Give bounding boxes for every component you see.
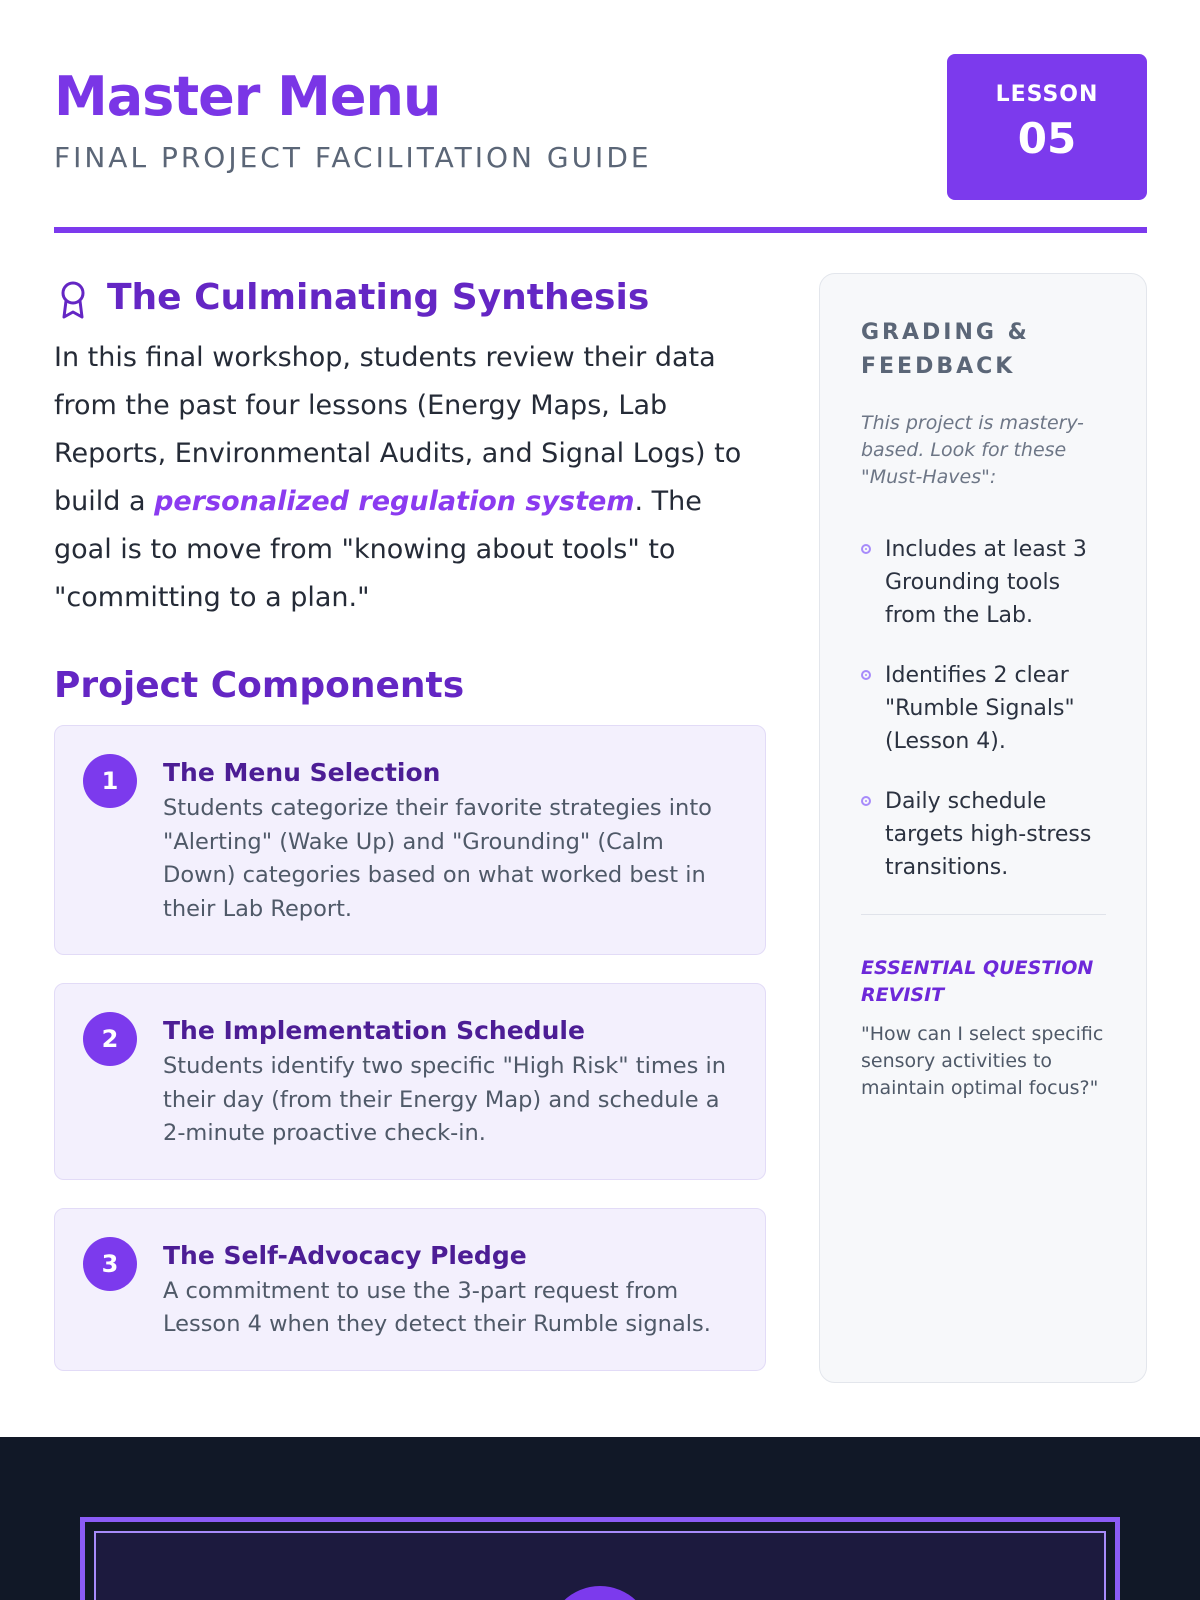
must-have-list [861, 533, 1106, 884]
component-title: The Self-Advocacy Pledge [163, 1240, 527, 1270]
component-description: Students categorize their favorite strategies into "Alerting" (Wake Up) and "Grounding" (Calm Down) categories based on what worked best in their Lab Report. [163, 795, 712, 922]
intro-text-end: . The goal is to move from "knowing about tools" to "committing to a plan." [54, 486, 702, 613]
intro-text-start: In this final workshop, students review their data from the past four lessons (Energy Maps, Lab Reports, Environmental Audits, and Signal Logs) to build a [54, 342, 742, 517]
component-title: The Menu Selection [163, 758, 441, 788]
bullet-icon [861, 796, 871, 806]
main-content [54, 270, 766, 1399]
header-divider [54, 227, 1147, 233]
essential-question-text: "How can I select specific sensory activities to maintain optimal focus?" [861, 1023, 1104, 1099]
bullet-icon [861, 670, 871, 680]
component-card [54, 725, 766, 955]
sidebar-title: GRADING & FEEDBACK [861, 320, 1030, 379]
lesson-badge [947, 54, 1147, 200]
step-number: 1 [83, 754, 137, 808]
sidebar-note: This project is mastery-based. Look for these "Must-Haves": [861, 412, 1084, 488]
lesson-number: 05 [1017, 114, 1077, 163]
step-number: 3 [83, 1237, 137, 1291]
component-card [54, 983, 766, 1180]
must-have-item [861, 533, 1106, 632]
must-have-text: Identifies 2 clear "Rumble Signals" (Lesson 4). [885, 663, 1075, 754]
must-have-item [861, 659, 1106, 758]
step-number: 2 [83, 1012, 137, 1066]
lesson-label: LESSON [995, 82, 1099, 107]
sidebar-divider [861, 914, 1106, 915]
components-title: Project Components [54, 665, 465, 706]
bullet-icon [861, 544, 871, 554]
synthesis-heading [54, 270, 766, 328]
component-description: Students identify two specific "High Risk" times in their day (from their Energy Map) and schedule a 2-minute proactive check-in. [163, 1053, 727, 1147]
essential-question-label: ESSENTIAL QUESTION REVISIT [861, 957, 1094, 1006]
component-list [54, 725, 766, 1371]
award-icon [56, 280, 90, 320]
component-title: The Implementation Schedule [163, 1016, 585, 1046]
component-card [54, 1208, 766, 1371]
synthesis-title: The Culminating Synthesis [107, 277, 650, 318]
intro-emphasis: personalized regulation system [154, 486, 635, 517]
page-footer [0, 1437, 1200, 1600]
page-title: Master Menu [54, 65, 441, 128]
must-have-item [861, 785, 1106, 884]
must-have-text: Daily schedule targets high-stress transitions. [885, 789, 1092, 880]
grading-sidebar [819, 273, 1147, 1383]
component-description: A commitment to use the 3-part request from Lesson 4 when they detect their Rumble signals. [163, 1277, 711, 1338]
page-header [54, 54, 1147, 234]
page-subtitle: FINAL PROJECT FACILITATION GUIDE [54, 141, 652, 174]
must-have-text: Includes at least 3 Grounding tools from the Lab. [885, 537, 1087, 628]
synthesis-intro [54, 334, 754, 622]
